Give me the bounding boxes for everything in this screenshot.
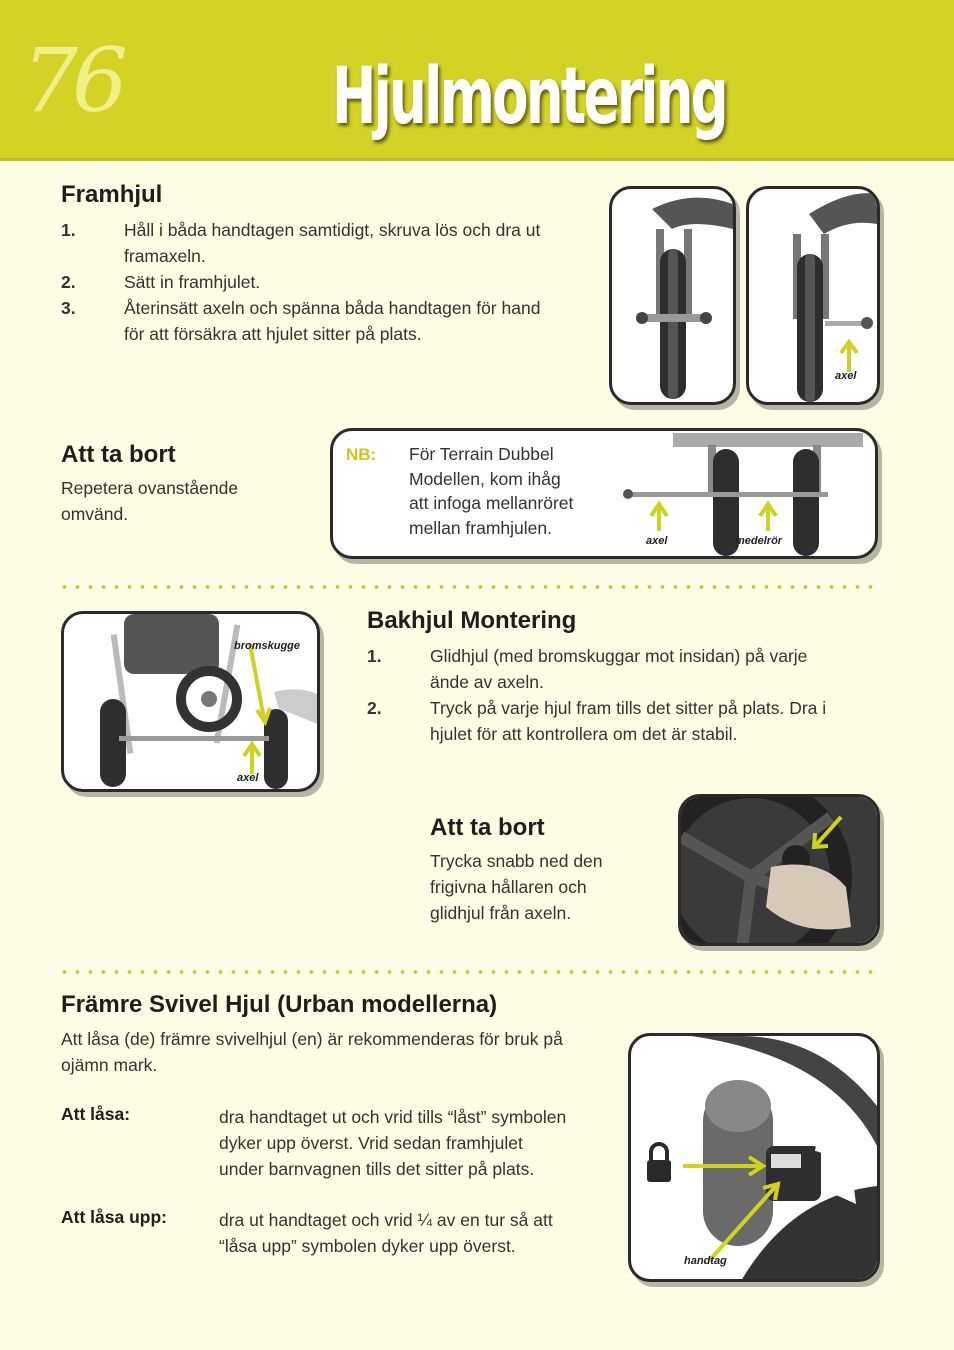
unlock-label: Att låsa upp: — [61, 1207, 167, 1227]
svivel-heading: Främre Svivel Hjul (Urban modellerna) — [61, 991, 498, 1018]
arrow-icon — [651, 504, 667, 531]
rear-wheel-photo — [61, 611, 320, 792]
arrow-icon — [250, 644, 270, 722]
front-wheel-illustration — [612, 189, 733, 402]
svivel-intro: Att låsa (de) främre svivelhjul (en) är rekommenderas för bruk på ojämn mark. — [61, 1029, 563, 1075]
remove-front-text: Repetera ovanstående omvänd. — [61, 478, 239, 524]
swivel-lock-illustration — [631, 1036, 877, 1279]
rear-axel-label: axel — [237, 772, 259, 784]
remove-front-heading: Att ta bort — [61, 441, 176, 468]
bromskugge-label: bromskugge — [234, 640, 301, 652]
arrow-icon — [841, 342, 857, 372]
handtag-label: handtag — [684, 1255, 727, 1267]
front-wheel-photo-2 — [746, 186, 880, 405]
framhjul-step-3: 3. Återinsätt axeln och spänna båda handtagen för hand för att försäkra att hjulet sitter på plats. — [61, 298, 541, 344]
section-divider — [58, 970, 880, 974]
lock-icon — [647, 1144, 671, 1182]
page-number: 76 — [22, 29, 122, 132]
nb-label: NB: — [346, 445, 377, 464]
bakhjul-step-1: 1. Glidhjul (med bromskuggar mot insidan) på varje ände av axeln. — [367, 646, 808, 692]
remove-rear-heading: Att ta bort — [430, 814, 545, 841]
framhjul-step-1: 1. Håll i båda handtagen samtidigt, skruva lös och dra ut framaxeln. — [61, 220, 541, 266]
page-title: Hjulmontering — [332, 52, 727, 142]
framhjul-heading: Framhjul — [61, 181, 163, 208]
bakhjul-heading: Bakhjul Montering — [367, 607, 577, 634]
axel-label: axel — [835, 370, 857, 382]
arrow-icon — [244, 744, 260, 774]
swivel-lock-photo — [628, 1033, 880, 1282]
front-wheel-axle-illustration — [749, 189, 877, 402]
nb-text: För Terrain Dubbel Modellen, kom ihåg att infoga mellanröret mellan framhjulen. — [409, 444, 574, 538]
unlock-text: dra ut handtaget och vrid ¼ av en tur så att “låsa upp” symbolen dyker upp överst. — [219, 1210, 553, 1256]
lock-label: Att låsa: — [61, 1104, 131, 1124]
section-divider — [58, 585, 880, 589]
nb-axel-label: axel — [646, 535, 668, 547]
arrow-icon — [760, 504, 776, 531]
wheel-release-illustration — [681, 797, 877, 943]
bakhjul-step-2: 2. Tryck på varje hjul fram tills det sitter på plats. Dra i hjulet för att kontrollera om det är stabil. — [367, 698, 827, 744]
framhjul-step-2: 2. Sätt in framhjulet. — [61, 272, 261, 292]
nb-medelror-label: medelrör — [735, 535, 783, 547]
remove-rear-text: Trycka snabb ned den frigivna hållaren och glidhjul från axeln. — [430, 851, 603, 923]
lock-text: dra handtaget ut och vrid tills “låst” symbolen dyker upp överst. Vrid sedan framhjulet under barnvagnen tills det sitter på plats. — [219, 1107, 567, 1179]
front-wheel-photo-1 — [609, 186, 736, 405]
wheel-release-photo — [678, 794, 880, 946]
